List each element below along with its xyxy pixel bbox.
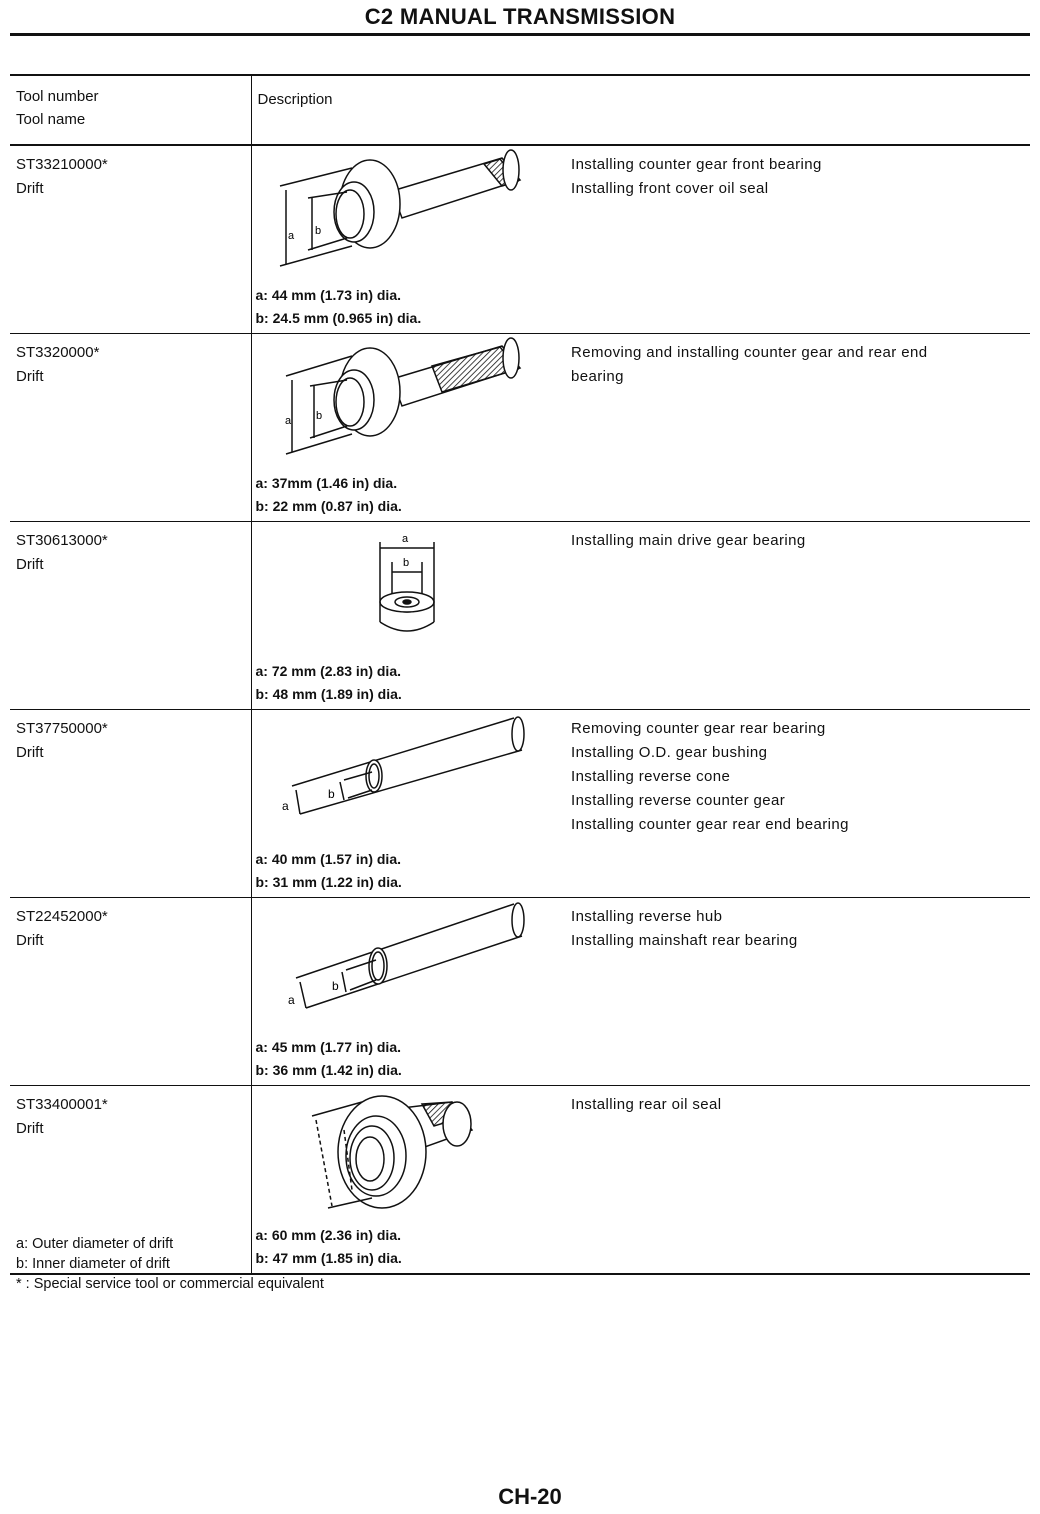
tool-cell bbox=[10, 898, 251, 1086]
title-rule bbox=[10, 33, 1030, 36]
dimension-b: b: 31 mm (1.22 in) dia. bbox=[255, 874, 402, 890]
header-tool-name: Tool name bbox=[16, 111, 86, 128]
tool-name: Drift bbox=[16, 368, 44, 385]
tool-cell bbox=[10, 522, 251, 710]
dimensions bbox=[256, 660, 402, 706]
tool-number: ST33400001* bbox=[16, 1096, 108, 1113]
dimensions bbox=[256, 284, 422, 330]
tool-number: ST30613000* bbox=[16, 532, 108, 549]
dimension-b: b: 22 mm (0.87 in) dia. bbox=[255, 498, 402, 514]
uses-cell bbox=[561, 334, 1030, 522]
use-item: Installing reverse hub bbox=[571, 908, 723, 925]
tool-number: ST22452000* bbox=[16, 908, 108, 925]
figure-label-a: a bbox=[284, 415, 291, 427]
tool-number: ST37750000* bbox=[16, 720, 108, 737]
figure-cell bbox=[251, 898, 561, 1086]
use-item: Installing reverse counter gear bbox=[571, 792, 786, 809]
figure-label-a: a bbox=[401, 533, 408, 545]
tool-cell bbox=[10, 710, 251, 898]
tool-cell bbox=[10, 334, 251, 522]
tool-name: Drift bbox=[16, 180, 44, 197]
uses-cell bbox=[561, 710, 1030, 898]
figure-cell bbox=[251, 145, 561, 334]
tool-name: Drift bbox=[16, 1120, 44, 1137]
page-number: CH-20 bbox=[498, 1484, 562, 1509]
dimension-a: a: 60 mm (2.36 in) dia. bbox=[255, 1227, 401, 1243]
tool-cell bbox=[10, 145, 251, 334]
dimension-b: b: 47 mm (1.85 in) dia. bbox=[255, 1250, 402, 1266]
table-row bbox=[10, 898, 1030, 1086]
table-row bbox=[10, 710, 1030, 898]
figure-cell bbox=[251, 710, 561, 898]
dimensions bbox=[256, 472, 402, 518]
header-tool-number: Tool number bbox=[16, 88, 99, 105]
figure-label-b: b bbox=[315, 410, 322, 422]
use-item: Installing mainshaft rear bearing bbox=[571, 932, 798, 949]
use-item: Installing counter gear front bearing bbox=[571, 156, 822, 173]
table-header-row bbox=[10, 75, 1030, 145]
use-item: Installing reverse cone bbox=[571, 768, 731, 785]
figure-label-a: a bbox=[287, 230, 294, 242]
tool-name: Drift bbox=[16, 744, 44, 761]
uses-cell bbox=[561, 898, 1030, 1086]
figure-cell bbox=[251, 522, 561, 710]
footnote-a: a: Outer diameter of drift bbox=[16, 1236, 174, 1252]
figure-cell bbox=[251, 334, 561, 522]
uses-cell bbox=[561, 145, 1030, 334]
use-item: Removing and installing counter gear and rear end bbox=[571, 344, 928, 361]
dimensions bbox=[256, 848, 402, 894]
table-row bbox=[10, 334, 1030, 522]
use-item: Installing rear oil seal bbox=[571, 1096, 722, 1113]
footnote-asterisk: * : Special service tool or commercial equivalent bbox=[16, 1276, 324, 1292]
footnotes bbox=[16, 1234, 324, 1294]
dimension-a: a: 37mm (1.46 in) dia. bbox=[255, 475, 398, 491]
use-item: Installing O.D. gear bushing bbox=[571, 744, 768, 761]
tool-name: Drift bbox=[16, 932, 44, 949]
figure-label-a: a bbox=[287, 993, 295, 1007]
figure-label-a: a bbox=[281, 799, 289, 813]
table-row bbox=[10, 145, 1030, 334]
figure-label-b: b bbox=[327, 787, 335, 801]
figure-label-b: b bbox=[314, 225, 321, 237]
use-item: Installing main drive gear bearing bbox=[571, 532, 806, 549]
page-title: C2 MANUAL TRANSMISSION bbox=[364, 4, 676, 29]
dimension-b: b: 24.5 mm (0.965 in) dia. bbox=[255, 310, 422, 326]
dimension-a: a: 45 mm (1.77 in) dia. bbox=[255, 1039, 401, 1055]
dimension-b: b: 48 mm (1.89 in) dia. bbox=[255, 686, 402, 702]
uses-cell bbox=[561, 1086, 1030, 1275]
tool-table bbox=[10, 74, 1030, 1275]
table-row bbox=[10, 522, 1030, 710]
figure-label-b: b bbox=[331, 979, 339, 993]
dimensions bbox=[256, 1036, 402, 1082]
tool-name: Drift bbox=[16, 556, 44, 573]
use-item: Installing front cover oil seal bbox=[571, 180, 769, 197]
header-tool-cell bbox=[10, 75, 251, 145]
dimension-a: a: 40 mm (1.57 in) dia. bbox=[255, 851, 401, 867]
dimension-a: a: 72 mm (2.83 in) dia. bbox=[255, 663, 401, 679]
tool-number: ST3320000* bbox=[16, 344, 100, 361]
footnote-b: b: Inner diameter of drift bbox=[16, 1256, 170, 1272]
use-item: bearing bbox=[571, 368, 624, 385]
uses-cell bbox=[561, 522, 1030, 710]
header-description: Description bbox=[251, 75, 1030, 145]
figure-label-b: b bbox=[402, 557, 409, 569]
dimension-a: a: 44 mm (1.73 in) dia. bbox=[255, 287, 401, 303]
use-item: Installing counter gear rear end bearing bbox=[571, 816, 849, 833]
tool-number: ST33210000* bbox=[16, 156, 108, 173]
dimension-b: b: 36 mm (1.42 in) dia. bbox=[255, 1062, 402, 1078]
use-item: Removing counter gear rear bearing bbox=[571, 720, 826, 737]
